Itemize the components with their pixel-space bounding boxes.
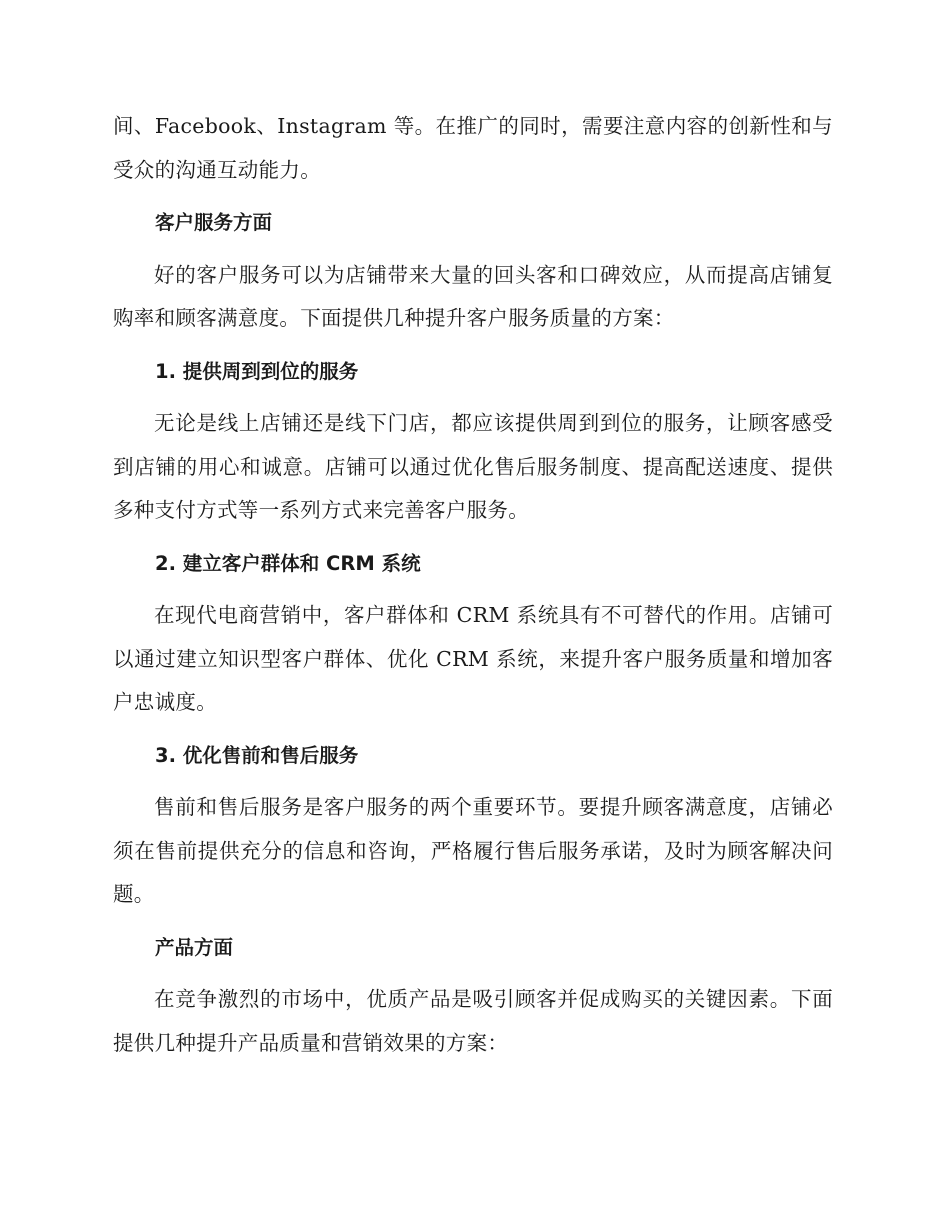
subheading-pre-after-sales: 3. 优化售前和售后服务 — [155, 743, 359, 767]
subheading-thoughtful-service: 1. 提供周到到位的服务 — [155, 359, 359, 383]
paragraph-thoughtful-service: 无论是线上店铺还是线下门店，都应该提供周到到位的服务，让顾客感受到店铺的用心和诚意。店铺可以通过优化售后服务制度、提高配送速度、提供多种支付方式等一系列方式来完善客户服务。 — [113, 411, 833, 522]
spacer — [113, 192, 833, 201]
spacer — [113, 245, 833, 254]
section-heading-product: 产品方面 — [155, 935, 234, 959]
paragraph-promotion-continued: 间、Facebook、Instagram 等。在推广的同时，需要注意内容的创新性和与受众的沟通互动能力。 — [113, 114, 833, 182]
spacer — [113, 533, 833, 542]
subheading-crm-system: 2. 建立客户群体和 CRM 系统 — [155, 551, 421, 575]
spacer — [113, 341, 833, 350]
paragraph-customer-service-intro: 好的客户服务可以为店铺带来大量的回头客和口碑效应，从而提高店铺复购率和顾客满意度。下面提供几种提升客户服务质量的方案： — [113, 262, 833, 330]
paragraph-crm-system: 在现代电商营销中，客户群体和 CRM 系统具有不可替代的作用。店铺可以通过建立知识型客户群体、优化 CRM 系统，来提升客户服务质量和增加客户忠诚度。 — [113, 603, 833, 714]
spacer — [113, 969, 833, 978]
spacer — [113, 917, 833, 926]
spacer — [113, 725, 833, 734]
document-page — [113, 105, 833, 1065]
paragraph-product-intro: 在竞争激烈的市场中，优质产品是吸引顾客并促成购买的关键因素。下面提供几种提升产品质量和营销效果的方案： — [113, 987, 833, 1055]
spacer — [113, 393, 833, 402]
spacer — [113, 585, 833, 594]
section-heading-customer-service: 客户服务方面 — [155, 211, 273, 234]
spacer — [113, 777, 833, 786]
paragraph-pre-after-sales: 售前和售后服务是客户服务的两个重要环节。要提升顾客满意度，店铺必须在售前提供充分的信息和咨询，严格履行售后服务承诺，及时为顾客解决问题。 — [113, 795, 833, 906]
